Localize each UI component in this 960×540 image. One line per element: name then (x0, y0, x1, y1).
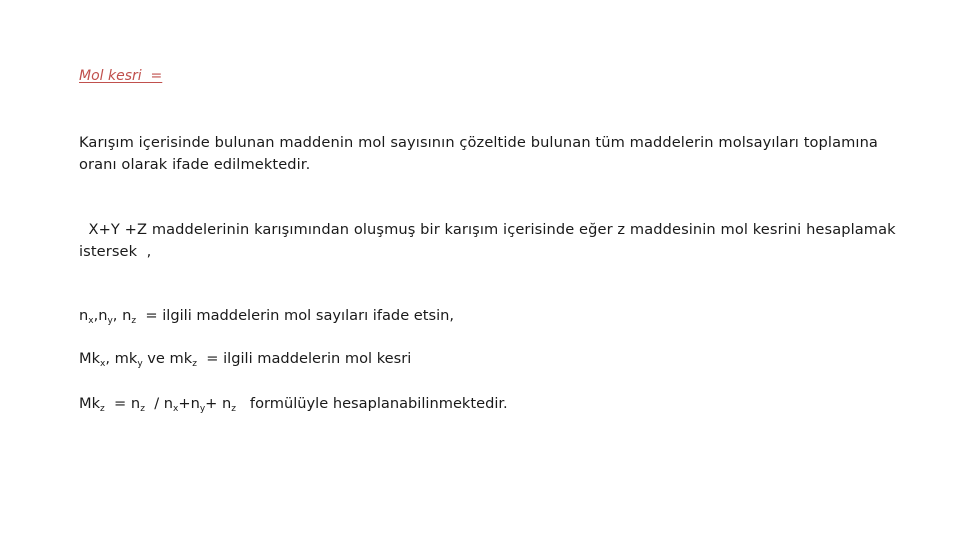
slide-title: Mol kesri = (79, 68, 163, 84)
subscript-x: x (88, 316, 94, 326)
mole-fraction-line (79, 348, 411, 370)
subscript-y: y (137, 359, 143, 369)
subscript-y: y (199, 404, 206, 414)
divide-n: / n (144, 395, 174, 412)
mole-count-description: = ilgili maddelerin mol sayıları ifade etsin, (136, 307, 455, 324)
equals-n: = n (104, 395, 141, 412)
separator: , mk (105, 350, 138, 367)
subscript-z: z (131, 316, 137, 326)
subscript-x: x (100, 359, 106, 369)
plus-n: +n (178, 395, 200, 412)
separator: ,n (93, 307, 108, 324)
example-paragraph (79, 219, 899, 263)
mk-symbol: Mk (79, 395, 101, 412)
separator: ve mk (142, 350, 193, 367)
plus-n: + n (205, 395, 232, 412)
separator: , n (112, 307, 132, 324)
example-text: X+Y +Z maddelerinin karışımından oluşmuş bir karışım içerisinde eğer z maddesinin mol kesrini hesaplamak istersek , (79, 221, 901, 260)
subscript-y: y (107, 316, 113, 326)
subscript-z: z (140, 404, 145, 414)
mole-fraction-description: = ilgili maddelerin mol kesri (196, 350, 412, 367)
mole-count-line (79, 305, 454, 327)
subscript-z: z (100, 404, 105, 414)
n-symbol: n (79, 307, 89, 324)
subscript-x: x (173, 404, 179, 414)
subscript-z: z (192, 359, 197, 369)
formula-line (79, 393, 508, 415)
subscript-z: z (231, 404, 237, 414)
mk-symbol: Mk (79, 350, 101, 367)
definition-paragraph: Karışım içerisinde bulunan maddenin mol sayısının çözeltide bulunan tüm maddelerin molsayıları toplamına oranı olarak ifade edilmektedir. (79, 134, 878, 173)
formula-description: formülüyle hesaplanabilinmektedir. (236, 395, 508, 412)
